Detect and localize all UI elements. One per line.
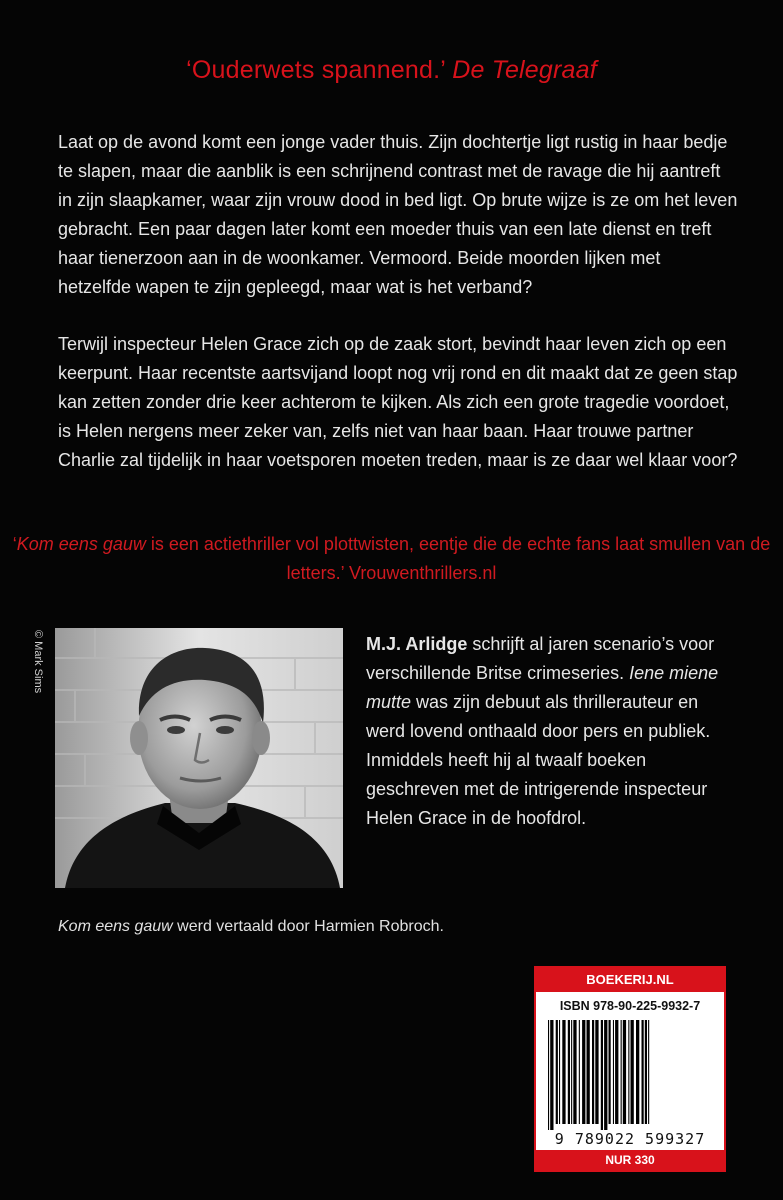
headline-source: De Telegraaf <box>452 56 597 84</box>
headline-quote <box>0 56 783 85</box>
author-bio-text-1: schrijft al jaren scenario’s voor verschillende Britse crimeseries. <box>366 634 715 683</box>
isbn-number: ISBN 978-90-225-9932-7 <box>559 999 701 1013</box>
blurb-paragraph-2: Terwijl inspecteur Helen Grace zich op de zaak stort, bevindt haar leven zich op een keerpunt. Haar recentste aartsvijand loopt nog vrij rond en dit maakt dat ze geen stap kan zetten zonder drie keer achterom te kijken. Als zich een grote tragedie voordoet, is Helen nergens meer zeker van, zelfs niet van haar baan. Haar trouwe partner Charlie zal tijdelijk in haar voetsporen moeten treden, maar is ze daar wel klaar voor? <box>58 334 738 470</box>
author-name: M.J. Arlidge <box>366 634 468 654</box>
author-bio-text-2: was zijn debuut als thrillerauteur en werd lovend onthaald door pers en publiek. Inmiddels heeft hij al twaalf boeken geschreven met de intrigerende inspecteur Helen Grace in de hoofdrol. <box>366 692 711 828</box>
headline-quote-text: ‘Ouderwets spannend.’ <box>186 56 446 84</box>
nur-code: NUR 330 <box>536 1150 724 1170</box>
author-bio <box>366 630 726 833</box>
review-open-quote: ‘ <box>12 534 17 554</box>
translator-text: werd vertaald door Harmien Robroch. <box>172 918 444 935</box>
ean-number: 9 789022 599327 <box>554 1130 706 1148</box>
barcode-label <box>534 966 726 1172</box>
publisher-url: BOEKERIJ.NL <box>536 968 724 992</box>
photo-credit: © Mark Sims <box>32 630 44 694</box>
author-portrait-image <box>55 628 343 888</box>
barcode-bars <box>544 1020 716 1130</box>
review-quote <box>0 530 783 588</box>
translator-book-title: Kom eens gauw <box>58 918 173 935</box>
translator-note <box>58 918 444 936</box>
blurb-paragraph-1: Laat op de avond komt een jonge vader thuis. Zijn dochtertje ligt rustig in haar bedje te slapen, maar die aanblik is een schrijnend contrast met de ravage die hij aantreft in zijn slaapkamer, waar zijn vrouw dood in bed ligt. Op brute wijze is ze om het leven gebracht. Een paar dagen later komt een moeder thuis van een late dienst en treft haar tienerzoon aan in de woonkamer. Vermoord. Beide moorden lijken met hetzelfde wapen te zijn gepleegd, maar wat is het verband? <box>58 132 738 297</box>
review-text: is een actiethriller vol plottwisten, eentje die de echte fans laat smullen van de letters.’ Vrouwenthrillers.nl <box>145 534 771 583</box>
review-book-title: Kom eens gauw <box>16 534 146 554</box>
author-debut-title: Iene miene mutte <box>366 663 719 712</box>
author-photo <box>55 628 343 888</box>
